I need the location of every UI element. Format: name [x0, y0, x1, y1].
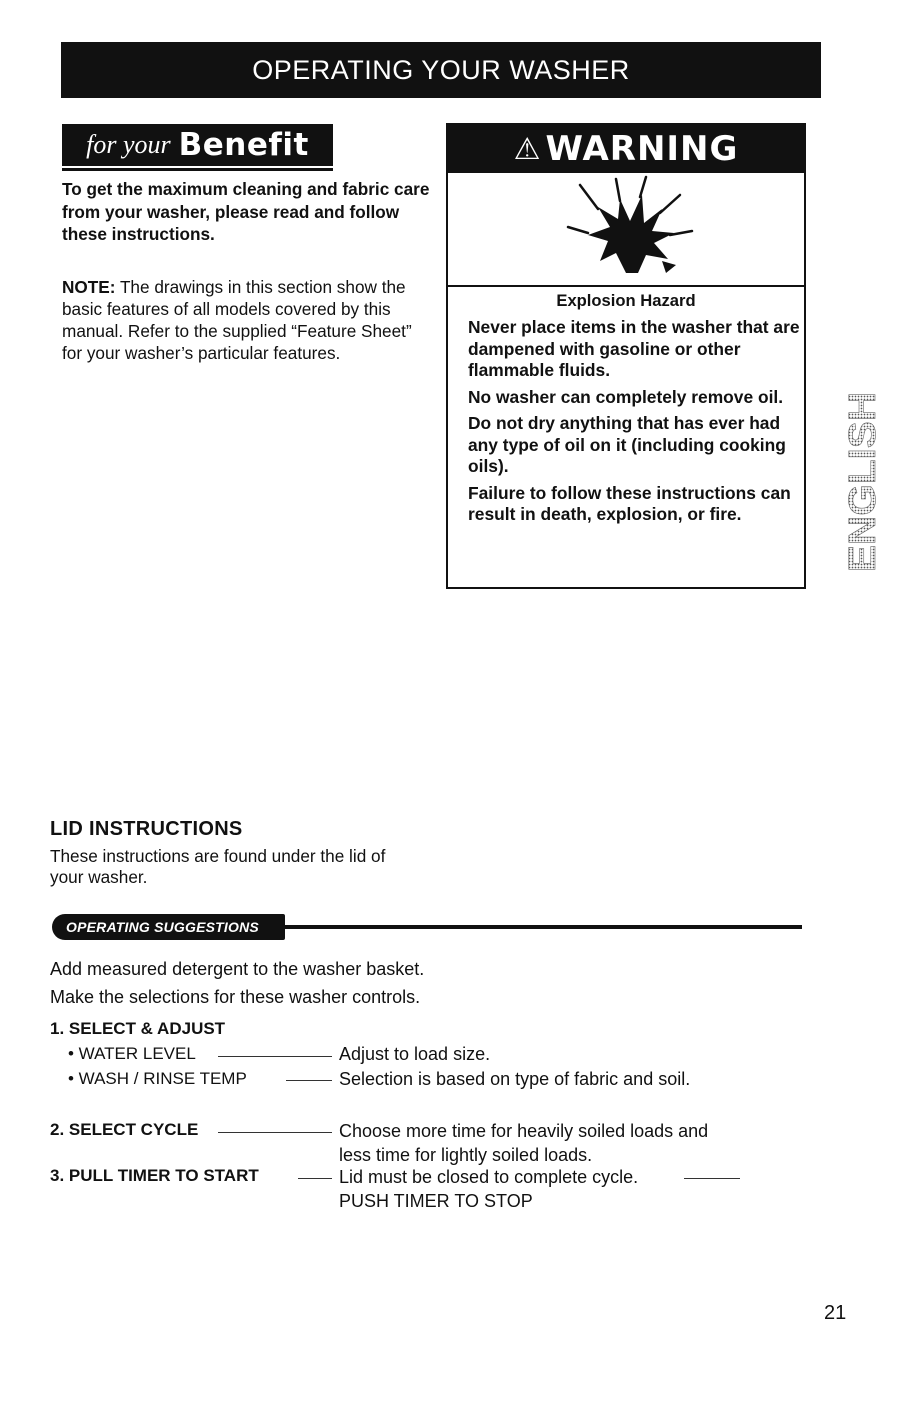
benefit-logo-small: for your [86, 130, 171, 159]
leader-line [286, 1080, 332, 1081]
for-your-benefit-logo [62, 124, 333, 166]
warning-header [448, 125, 804, 173]
language-side-tab [839, 388, 885, 578]
step-1-label: 1. SELECT & ADJUST [50, 1019, 226, 1038]
lid-instructions-heading: LID INSTRUCTIONS [50, 818, 243, 840]
pull-timer-line-2: PUSH TIMER TO STOP [339, 1191, 533, 1211]
temp-value: Selection is based on type of fabric and soil. [339, 1069, 691, 1089]
leader-line [298, 1178, 332, 1179]
note-label: NOTE: [62, 277, 116, 297]
instruction-line: Make the selections for these washer controls. [50, 987, 421, 1007]
warning-line: Failure to follow these instructions can result in death, explosion, or fire. [468, 482, 791, 524]
explosion-icon [448, 173, 804, 285]
warning-line: Do not dry anything that has ever had any type of oil on it (including cooking oils). [468, 413, 786, 476]
section-header: OPERATING YOUR WASHER [61, 42, 821, 98]
select-cycle-line-2: less time for lightly soiled loads. [339, 1145, 593, 1165]
warning-title: WARNING [545, 129, 739, 169]
leader-line [218, 1132, 332, 1133]
water-level-label: • WATER LEVEL [68, 1044, 196, 1063]
pull-timer-value [339, 1165, 638, 1213]
instruction-line: Add measured detergent to the washer basket. [50, 959, 425, 979]
leader-line [218, 1056, 332, 1057]
explosion-graphic [448, 173, 804, 287]
warning-triangle-icon: ⚠ [513, 131, 542, 167]
step-2-label: 2. SELECT CYCLE [50, 1120, 199, 1139]
note-body: The drawings in this section show the basic features of all models covered by this manual. Refer to the supplied “Feature Sheet” for your washer’s particular features. [62, 277, 412, 363]
warning-box [446, 123, 806, 589]
select-cycle-line-1: Choose more time for heavily soiled loads and [339, 1121, 709, 1141]
hazard-title: Explosion Hazard [556, 291, 696, 310]
benefit-logo-big: Benefit [178, 127, 309, 163]
warning-line: Never place items in the washer that are dampened with gasoline or other flammable fluids. [468, 317, 800, 380]
select-cycle-value [339, 1119, 708, 1167]
note-paragraph [62, 276, 434, 364]
operating-suggestions-label: OPERATING SUGGESTIONS [52, 914, 285, 940]
benefit-intro: To get the maximum cleaning and fabric care from your washer, please read and follow these instructions. [62, 179, 430, 244]
temp-label: • WASH / RINSE TEMP [68, 1069, 247, 1088]
leader-line [684, 1178, 740, 1179]
warning-body [468, 317, 802, 531]
lid-instructions-text: These instructions are found under the lid of your washer. [50, 846, 386, 887]
warning-line: No washer can completely remove oil. [468, 386, 784, 407]
step-3-label: 3. PULL TIMER TO START [50, 1166, 259, 1185]
benefit-rule [62, 168, 333, 171]
pull-timer-line-1: Lid must be closed to complete cycle. [339, 1167, 639, 1187]
side-tab-label: ENGLISH [842, 403, 884, 572]
page-number: 21 [824, 1302, 847, 1324]
water-level-value: Adjust to load size. [339, 1044, 491, 1064]
